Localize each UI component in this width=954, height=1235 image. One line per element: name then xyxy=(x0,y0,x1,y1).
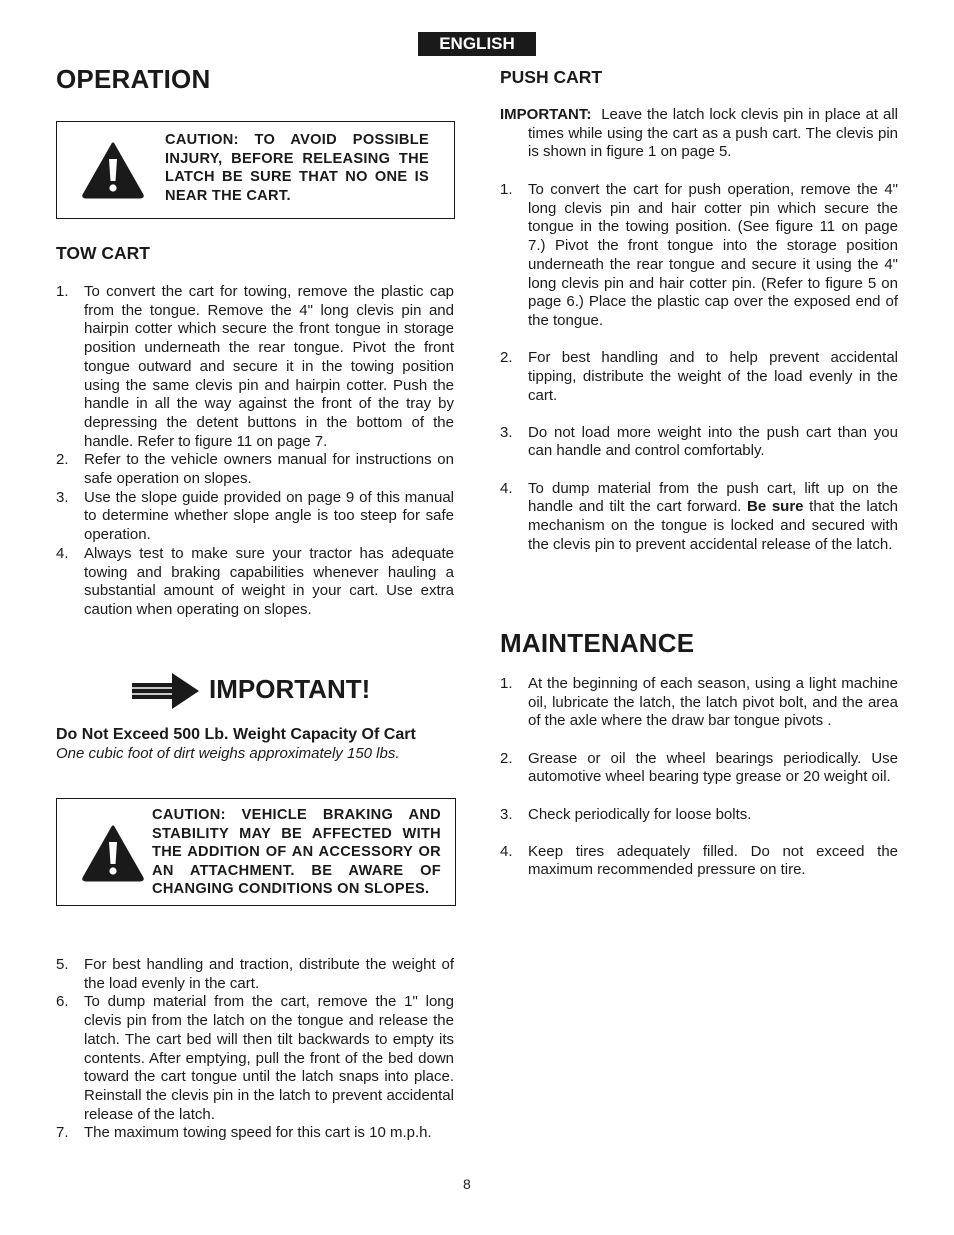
list-item xyxy=(56,993,454,1124)
item-number: 4. xyxy=(500,479,513,497)
item-number: 3. xyxy=(56,488,69,506)
item-text: Use the slope guide provided on page 9 of this manual to determine whether slope angle is too steep for safe operation. xyxy=(84,488,454,544)
maintenance-list xyxy=(500,675,898,880)
item-number: 2. xyxy=(500,349,513,367)
weight-capacity-heading: Do Not Exceed 500 Lb. Weight Capacity Of Cart xyxy=(56,726,416,743)
item-number: 1. xyxy=(500,675,513,692)
item-text: The maximum towing speed for this cart is 10 m.p.h. xyxy=(84,1124,432,1142)
list-item xyxy=(500,349,898,405)
item-text: For best handling and to help prevent accidental tipping, distribute the weight of the load evenly in the cart. xyxy=(528,349,898,404)
list-item xyxy=(500,480,898,555)
push-cart-title: PUSH CART xyxy=(500,67,603,87)
push-cart-list xyxy=(500,181,898,554)
item-text-bold: Be sure xyxy=(747,498,804,516)
caution-box-braking xyxy=(56,798,456,906)
item-text: To convert the cart for towing, remove the plastic cap from the tongue. Remove the 4" long clevis pin and hairpin cotter which secure the front tongue in storage position underneath the rear tongue. Pivot the front tongue outward and secure it in the towing position using the same clevis pin and hairpin cotter. Push the handle in all the way against the front of the tray by depressing the detent buttons in the bottom of the handle. Refer to figure 11 on page 7. xyxy=(84,283,454,450)
list-item xyxy=(56,283,454,451)
maintenance-title: MAINTENANCE xyxy=(500,628,695,658)
item-text: To dump material from the push cart, lift up on the handle and tilt the cart forward. xyxy=(528,479,898,516)
list-item xyxy=(500,424,898,461)
item-number: 2. xyxy=(500,749,513,767)
caution-box-latch xyxy=(56,121,455,219)
list-item xyxy=(56,451,454,488)
item-text: Grease or oil the wheel bearings periodically. Use automotive wheel bearing type grease or 20 weight oil. xyxy=(528,749,898,786)
list-item xyxy=(56,545,454,620)
caution-text-latch: CAUTION: TO AVOID POSSIBLE INJURY, BEFORE RELEASING THE LATCH BE SURE THAT NO ONE IS NEAR THE CART. xyxy=(165,132,429,204)
list-item xyxy=(56,956,454,993)
item-number: 4. xyxy=(56,544,69,562)
important-title: IMPORTANT! xyxy=(209,674,371,704)
item-text: Keep tires adequately filled. Do not exceed the maximum recommended pressure on tire. xyxy=(528,842,898,879)
page-number: 8 xyxy=(463,1176,471,1192)
item-text: At the beginning of each season, using a light machine oil, lubricate the latch, the latch pivot bolt, and the area of the axle where the draw bar tongue pivots . xyxy=(528,675,898,730)
list-item xyxy=(500,181,898,331)
weight-capacity-note: One cubic foot of dirt weighs approximately 150 lbs. xyxy=(56,745,400,762)
list-item xyxy=(500,750,898,787)
important-label: IMPORTANT: xyxy=(500,106,592,123)
list-item xyxy=(500,843,898,880)
item-number: 2. xyxy=(56,451,69,469)
item-number: 4. xyxy=(500,842,513,860)
list-item xyxy=(56,489,454,545)
item-text: Always test to make sure your tractor has adequate towing and braking capabilities whenever hauling a substantial amount of weight in your cart. Use extra caution when operating on slopes. xyxy=(84,544,454,618)
warning-icon xyxy=(81,824,145,882)
item-number: 1. xyxy=(500,181,513,198)
item-number: 7. xyxy=(56,1124,69,1142)
operation-title: OPERATION xyxy=(56,64,211,94)
item-number: 1. xyxy=(56,283,69,300)
item-number: 3. xyxy=(500,423,513,441)
caution-text-braking: CAUTION: VEHICLE BRAKING AND STABILITY MAY BE AFFECTED WITH THE ADDITION OF AN ACCESSORY OR AN ATTACHMENT. BE AWARE OF CHANGING CONDITIONS ON SLOPES. xyxy=(152,807,441,898)
item-number: 5. xyxy=(56,956,69,973)
list-item xyxy=(500,675,898,731)
item-text: To convert the cart for push operation, remove the 4" long clevis pin and hair cotter pin which secure the tongue in the towing position. (See figure 11 on page 7.) Pivot the front tongue into the storage position underneath the rear tongue and secure it using the 4" long clevis pin and hair cotter pin. (Refer to figure 5 on page 6.) Place the plastic cap over the exposed end of the tongue. xyxy=(528,181,898,329)
tow-cart-list-continued xyxy=(56,956,454,1143)
item-text: Refer to the vehicle owners manual for instructions on safe operation on slopes. xyxy=(84,451,454,488)
push-cart-important xyxy=(500,106,898,162)
tow-cart-list xyxy=(56,283,454,620)
item-number: 6. xyxy=(56,993,69,1011)
item-text: that the latch mechanism on the tongue is locked and secured with the clevis pin to prevent accidental release of the latch. xyxy=(528,498,899,553)
arrow-right-icon xyxy=(132,672,200,710)
item-text: Do not load more weight into the push cart than you can handle and control comfortably. xyxy=(528,423,898,460)
item-text: To dump material from the cart, remove the 1" long clevis pin from the latch on the tongue and release the latch. The cart bed will then tilt backwards to empty its contents. After emptying, pull the front of the bed down toward the cart tongue until the latch snaps into place. Reinstall the clevis pin in the latch to prevent accidental release of the latch. xyxy=(84,993,454,1123)
list-item xyxy=(56,1124,454,1143)
important-text: Leave the latch lock clevis pin in place at all times while using the cart as a push cart. The clevis pin is shown in figure 1 on page 5. xyxy=(528,106,898,161)
item-number: 3. xyxy=(500,805,513,823)
warning-icon xyxy=(81,141,145,199)
item-text: Check periodically for loose bolts. xyxy=(528,805,752,823)
language-badge: ENGLISH xyxy=(418,32,536,56)
list-item xyxy=(500,806,898,825)
tow-cart-title: TOW CART xyxy=(56,243,150,263)
item-text: For best handling and traction, distribute the weight of the load evenly in the cart. xyxy=(84,956,454,992)
